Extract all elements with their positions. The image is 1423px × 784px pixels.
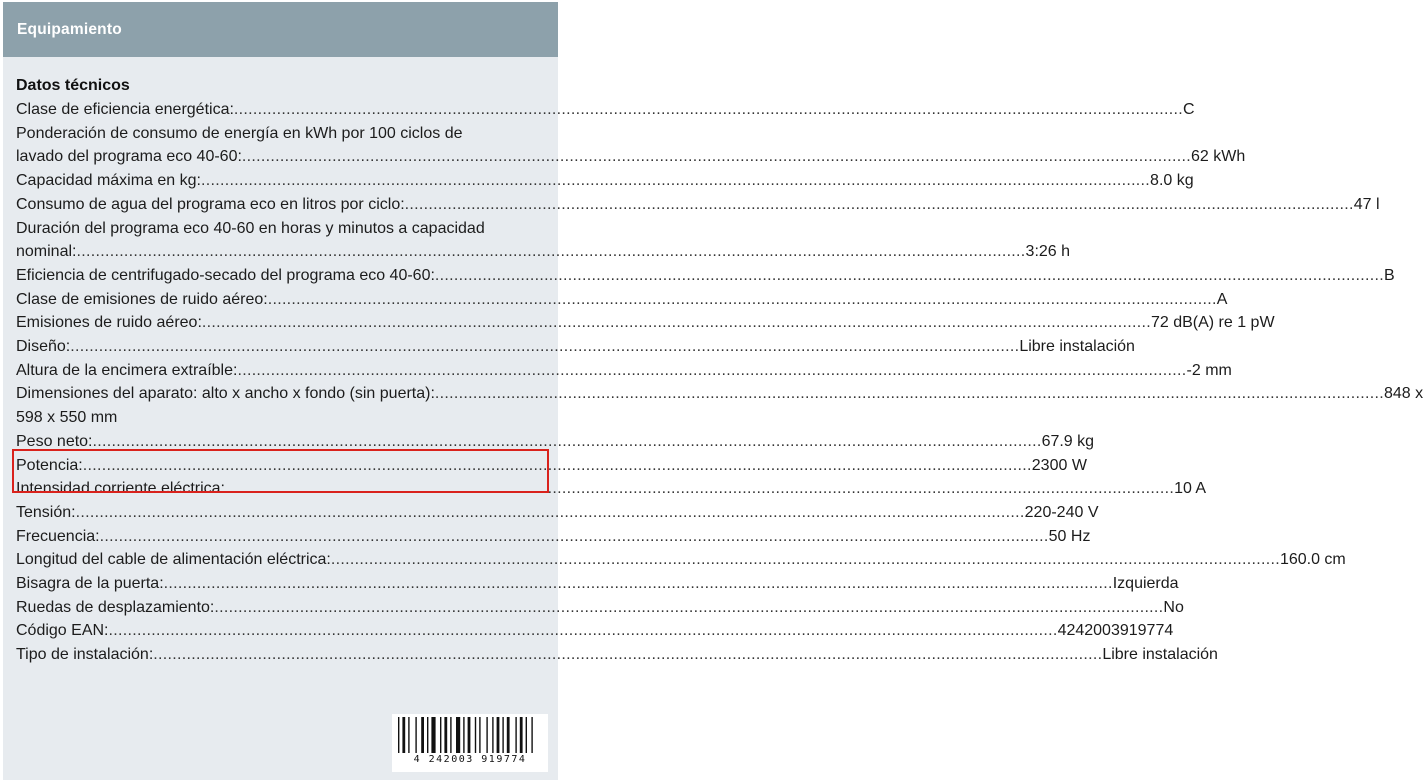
spec-row: Ruedas de desplazamiento: ........................................................................................................................................................................................................ No bbox=[16, 596, 541, 620]
spec-label-cont: nominal: bbox=[16, 243, 77, 261]
spec-value: 50 Hz bbox=[1048, 527, 1091, 545]
spec-label: Longitud del cable de alimentación eléctrica: bbox=[16, 551, 331, 569]
spec-row: Eficiencia de centrifugado-secado del programa eco 40-60: ........................................................................................................................................................................................................ B bbox=[16, 264, 541, 288]
tech-data-title: Datos técnicos bbox=[16, 77, 130, 94]
spec-value: 3:26 h bbox=[1025, 243, 1071, 261]
spec-row: Peso neto: ........................................................................................................................................................................................................ 67.9 kg bbox=[16, 430, 541, 454]
spec-row: Duración del programa eco 40-60 en horas y minutos a capacidad nominal: ........................................................................................................................................................................................................ 3:26 h bbox=[16, 217, 541, 264]
spec-value: 4242003919774 bbox=[1057, 622, 1174, 640]
spec-value: C bbox=[1182, 101, 1195, 118]
spec-label: Código EAN: bbox=[16, 622, 109, 640]
spec-label: Altura de la encimera extraíble: bbox=[16, 361, 238, 379]
spec-value: 62 kWh bbox=[1190, 148, 1246, 166]
spec-value: 2300 W bbox=[1031, 456, 1087, 474]
spec-label: Tipo de instalación: bbox=[16, 646, 154, 664]
spec-label: Peso neto: bbox=[16, 432, 93, 450]
spec-row: Clase de emisiones de ruido aéreo: ........................................................................................................................................................................................................ A bbox=[16, 288, 541, 312]
spec-row: Potencia: ........................................................................................................................................................................................................ 2300 W bbox=[16, 454, 541, 478]
spec-row: Longitud del cable de alimentación eléctrica: ........................................................................................................................................................................................................ 160.0 cm bbox=[16, 548, 541, 572]
spec-row: Código EAN: ........................................................................................................................................................................................................ 4242003919774 bbox=[16, 619, 541, 643]
spec-value: 72 dB(A) re 1 pW bbox=[1150, 314, 1275, 332]
spec-row: Tensión: ........................................................................................................................................................................................................ 220-240 V bbox=[16, 501, 541, 525]
spec-row: Capacidad máxima en kg: ........................................................................................................................................................................................................ 8.0 kg bbox=[16, 169, 541, 193]
spec-row: Diseño: ........................................................................................................................................................................................................ Libre instalación bbox=[16, 335, 541, 359]
spec-label: Ruedas de desplazamiento: bbox=[16, 598, 215, 616]
spec-row: Dimensiones del aparato: alto x ancho x fondo (sin puerta): ........................................................................................................................................................................................................ 848 x 598 x 550 mm bbox=[16, 382, 541, 429]
spec-value: 160.0 cm bbox=[1279, 551, 1346, 569]
ean-barcode bbox=[392, 714, 548, 772]
tech-data bbox=[16, 74, 1423, 667]
spec-value: 848 x bbox=[1383, 385, 1423, 403]
spec-label: Intensidad corriente eléctrica: bbox=[16, 480, 225, 498]
spec-label: Frecuencia: bbox=[16, 527, 100, 545]
spec-value: 10 A bbox=[1174, 480, 1207, 498]
spec-row: Clase de eficiencia energética: ........................................................................................................................................................................................................ C bbox=[16, 98, 541, 122]
spec-value: A bbox=[1216, 290, 1228, 308]
spec-row: Consumo de agua del programa eco en litros por ciclo: ........................................................................................................................................................................................................ 47 l bbox=[16, 193, 541, 217]
spec-row: Intensidad corriente eléctrica: ........................................................................................................................................................................................................ 10 A bbox=[16, 477, 541, 501]
spec-label: Potencia: bbox=[16, 456, 83, 474]
spec-value-cont: 598 x 550 mm bbox=[16, 409, 118, 427]
section-header bbox=[3, 2, 558, 57]
spec-label: Emisiones de ruido aéreo: bbox=[16, 314, 202, 332]
spec-label: Ponderación de consumo de energía en kWh por 100 ciclos de bbox=[16, 124, 463, 142]
spec-value: 8.0 kg bbox=[1150, 172, 1194, 190]
spec-row: Ponderación de consumo de energía en kWh por 100 ciclos de lavado del programa eco 40-60: ........................................................................................................................................................................................................ 62 kWh bbox=[16, 122, 541, 169]
spec-value: Libre instalación bbox=[1102, 646, 1218, 664]
spec-label: Bisagra de la puerta: bbox=[16, 575, 164, 593]
spec-label-cont: lavado del programa eco 40-60: bbox=[16, 148, 242, 166]
spec-row: Frecuencia: ........................................................................................................................................................................................................ 50 Hz bbox=[16, 525, 541, 549]
spec-row: Bisagra de la puerta: ........................................................................................................................................................................................................ Izquierda bbox=[16, 572, 541, 596]
barcode-number: 4 242003 919774 bbox=[413, 754, 527, 765]
spec-label: Clase de eficiencia energética: bbox=[16, 101, 234, 118]
spec-value: B bbox=[1383, 266, 1395, 284]
barcode-bars bbox=[398, 717, 542, 755]
spec-label: Diseño: bbox=[16, 338, 71, 356]
spec-value: Izquierda bbox=[1112, 575, 1179, 593]
spec-value: -2 mm bbox=[1186, 361, 1232, 379]
highlight-box bbox=[12, 449, 549, 493]
spec-value: No bbox=[1163, 598, 1184, 616]
header-title: Equipamiento bbox=[17, 21, 122, 38]
spec-label: Capacidad máxima en kg: bbox=[16, 172, 201, 190]
spec-label: Clase de emisiones de ruido aéreo: bbox=[16, 290, 268, 308]
spec-row: Altura de la encimera extraíble: ........................................................................................................................................................................................................ -2 mm bbox=[16, 359, 541, 383]
spec-label: Tensión: bbox=[16, 503, 76, 521]
spec-value: 220-240 V bbox=[1024, 503, 1099, 521]
spec-row: Emisiones de ruido aéreo: ........................................................................................................................................................................................................ 72 dB(A) re 1 pW bbox=[16, 311, 541, 335]
spec-label: Dimensiones del aparato: alto x ancho x fondo (sin puerta): bbox=[16, 385, 435, 403]
spec-label: Duración del programa eco 40-60 en horas y minutos a capacidad bbox=[16, 219, 485, 237]
spec-label: Consumo de agua del programa eco en litros por ciclo: bbox=[16, 195, 405, 213]
spec-label: Eficiencia de centrifugado-secado del programa eco 40-60: bbox=[16, 266, 435, 284]
spec-row: Tipo de instalación: ........................................................................................................................................................................................................ Libre instalación bbox=[16, 643, 541, 667]
spec-value: Libre instalación bbox=[1019, 338, 1135, 356]
spec-value: 67.9 kg bbox=[1041, 432, 1095, 450]
spec-value: 47 l bbox=[1353, 195, 1380, 213]
